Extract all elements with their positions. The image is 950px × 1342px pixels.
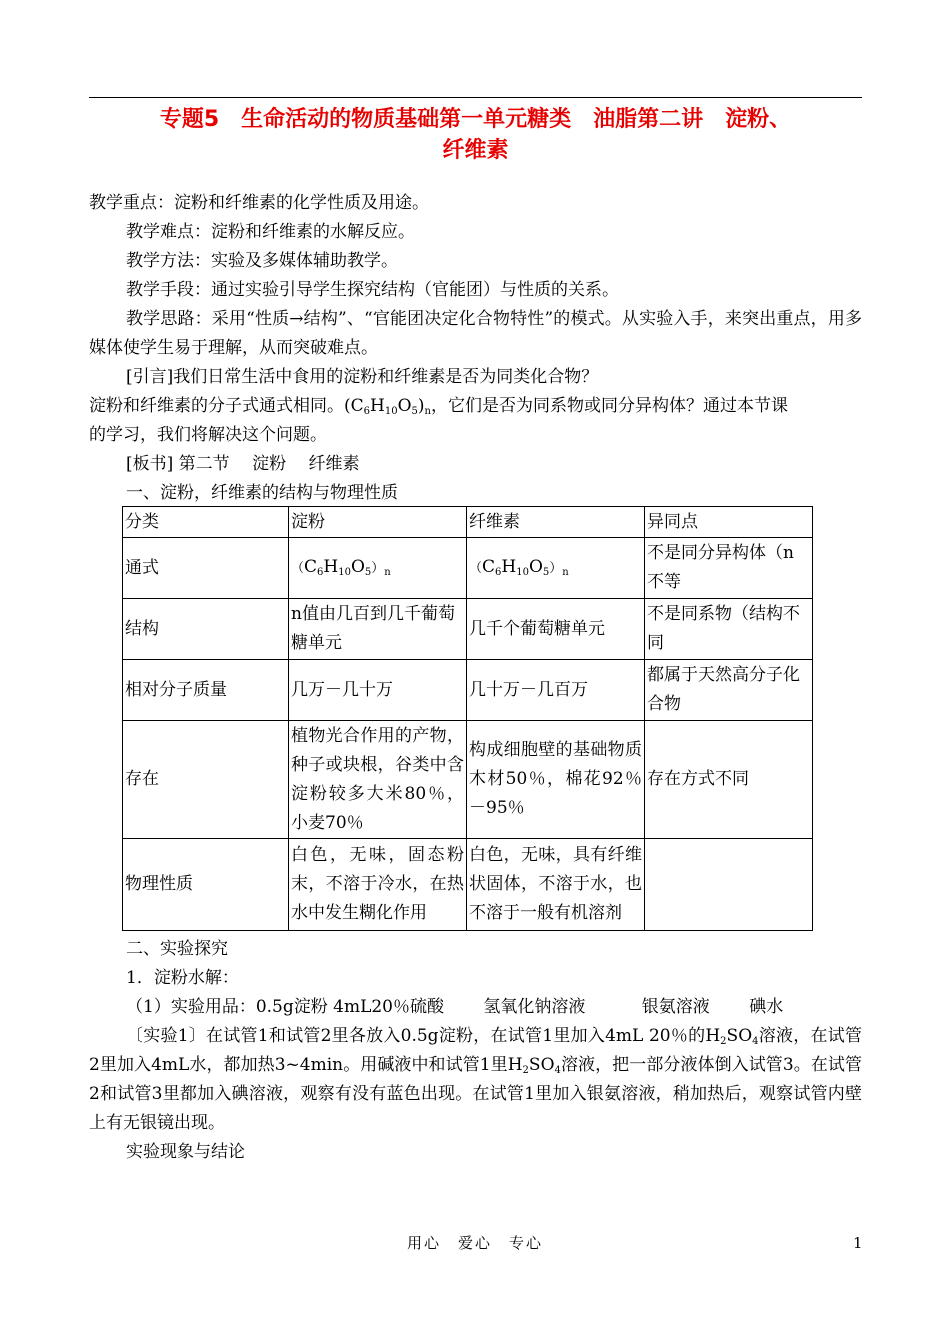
table-cell: 不是同系物（结构不同 [645, 599, 813, 660]
experiment-text-b: 溶液，在试管2里加入4mL水，都加热3~4min。用碱液中和试管1里H [89, 1026, 862, 1075]
formula-paragraph-end: 的学习，我们将解决这个问题。 [89, 425, 327, 445]
header-cell: 淀粉 [289, 507, 467, 538]
header-rule [89, 97, 862, 98]
experiment-1-text: 〔实验1〕在试管1和试管2里各放入0.5g淀粉，在试管1里加入4mL 20％的$H_2SO_4$溶液，在试管2里加入4mL水，都加热3~4min。用碱液中和试管1里$H_2SO_4$溶液，把一部分液体倒入试管3。在试管2和试管3里都加入碘溶液，观察有没有蓝色出现。在试管1里加入银氨溶液，稍加热后，观察试管内壁上有无银镜出现。 [89, 1026, 862, 1133]
header-cell: 分类 [123, 507, 289, 538]
section-2-heading: 二、实验探究 [126, 939, 228, 959]
table-cell: 结构 [123, 599, 289, 660]
table-cell: n值由几百到几千葡萄糖单元 [289, 599, 467, 660]
table-cell: $(C_6H_{10}O_5)_n$ [289, 538, 467, 599]
teaching-idea: 教学思路：采用“性质→结构”、“官能团决定化合物特性”的模式。从实验入手，来突出重点，用多媒体使学生易于理解，从而突破难点。 [89, 309, 862, 358]
table-cell [645, 839, 813, 931]
table-cell: 不是同分异构体（n不等 [645, 538, 813, 599]
intro-question: [引言]我们日常生活中食用的淀粉和纤维素是否为同类化合物？ [126, 367, 599, 387]
subsection-1-heading: 1．淀粉水解： [126, 968, 239, 988]
page-footer: 用心 爱心 专心 [406, 1234, 543, 1252]
board-note: [板书] 第二节 淀粉 纤维素 [126, 454, 360, 474]
table-cell: 白色，无味，具有纤维状固体，不溶于水，也不溶于一般有机溶剂 [467, 839, 645, 931]
table-cell: 通式 [123, 538, 289, 599]
section-1-heading: 一、淀粉，纤维素的结构与物理性质 [126, 483, 398, 503]
table-cell: 存在方式不同 [645, 721, 813, 839]
formula-paragraph: 淀粉和纤维素的分子式通式相同。$(C_6H_{10}O_5)_n$，它们是否为同系物或同分异构体？通过本节课 [89, 396, 788, 417]
table-row [123, 839, 813, 931]
experiment-text-c: 溶液，把一部分液体倒入试管3。在试管2和试管3里都加入碘溶液，观察有没有蓝色出现。在试管1里加入银氨溶液，稍加热后，观察试管内壁上有无银镜出现。 [89, 1055, 862, 1133]
experiment-text-a: 〔实验1〕在试管1和试管2里各放入0.5g淀粉，在试管1里加入4mL 20％的H [126, 1026, 721, 1046]
table-row [123, 721, 813, 839]
table-cell: 构成细胞壁的基础物质木材50％，棉花92％－95％ [467, 721, 645, 839]
teaching-method: 教学方法：实验及多媒体辅助教学。 [126, 251, 398, 271]
teaching-means: 教学手段：通过实验引导学生探究结构（官能团）与性质的关系。 [126, 280, 619, 300]
table-cell: 都属于天然高分子化合物 [645, 660, 813, 721]
table-cell: 物理性质 [123, 839, 289, 931]
table-row [123, 660, 813, 721]
document-title [89, 104, 862, 166]
table-row [123, 599, 813, 660]
materials-line: （1）实验用品：0.5g淀粉 4mL20％硫酸 氢氧化钠溶液 银氨溶液 碘水 [126, 997, 784, 1017]
observation-heading: 实验现象与结论 [126, 1142, 245, 1162]
teaching-focus: 教学重点：淀粉和纤维素的化学性质及用途。 [89, 193, 429, 213]
table-cell: 几千个葡萄糖单元 [467, 599, 645, 660]
table-cell: 存在 [123, 721, 289, 839]
table-cell: 相对分子质量 [123, 660, 289, 721]
table-cell: $(C_6H_{10}O_5)_n$ [467, 538, 645, 599]
header-cell: 纤维素 [467, 507, 645, 538]
table-cell: 几万－几十万 [289, 660, 467, 721]
table-cell: 几十万－几百万 [467, 660, 645, 721]
title-line-1: 专题5 生命活动的物质基础第一单元糖类 油脂第二讲 淀粉、 [159, 107, 792, 132]
formula-text-b: ，它们是否为同系物或同分异构体？通过本节课 [430, 396, 788, 416]
table-row [123, 538, 813, 599]
title-line-2: 纤维素 [442, 138, 509, 163]
comparison-table [122, 506, 813, 931]
formula-text-a: 淀粉和纤维素的分子式通式相同。(C [89, 396, 364, 416]
page-number: 1 [853, 1234, 863, 1252]
table-cell: 植物光合作用的产物，种子或块根，谷类中含淀粉较多大米80％，小麦70％ [289, 721, 467, 839]
table-cell: 白色，无味，固态粉末，不溶于冷水，在热水中发生糊化作用 [289, 839, 467, 931]
teaching-difficulty: 教学难点：淀粉和纤维素的水解反应。 [126, 222, 415, 242]
header-cell: 异同点 [645, 507, 813, 538]
table-header-row [123, 507, 813, 538]
